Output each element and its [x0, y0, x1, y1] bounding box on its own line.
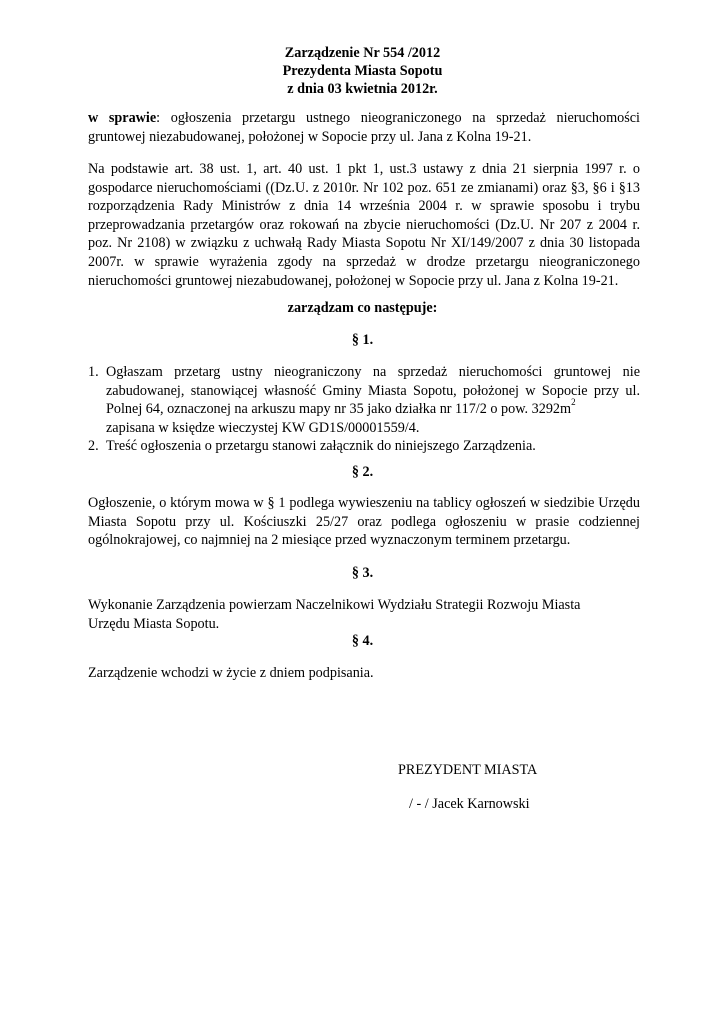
list-item-text: Treść ogłoszenia o przetargu stanowi załącznik do niniejszego Zarządzenia. — [106, 438, 536, 455]
section-3-line-2: Urzędu Miasta Sopotu. — [88, 615, 220, 632]
title-line-2: Prezydenta Miasta Sopotu — [282, 63, 443, 79]
list-item — [88, 437, 640, 456]
subject-text: : ogłoszenia przetargu ustnego nieograniczonego na sprzedaż nieruchomości gruntowej niezabudowanej, położonej w Sopocie przy ul. Jana z Kolna 19-21. — [88, 110, 640, 145]
list-item-number: 2. — [88, 438, 99, 455]
section-3-heading: § 3. — [351, 565, 374, 581]
section-4-heading: § 4. — [351, 633, 374, 649]
legal-basis-paragraph — [88, 160, 640, 290]
superscript: 2 — [571, 397, 576, 408]
subject-label: w sprawie — [88, 110, 157, 126]
list-item-number: 1. — [88, 364, 99, 380]
list-item-text: Ogłaszam przetarg ustny nieograniczony na sprzedaż nieruchomości gruntowej nie zabudowanej, stanowiącej własność Gminy Miasta Sopotu, położonej w Sopocie przy ul. Polnej 64, oznaczonej na arkuszu mapy nr 35 jako działka nr 117/2 o pow. 3292m — [106, 364, 640, 418]
section-1-heading: § 1. — [351, 332, 374, 348]
title-line-1: Zarządzenie Nr 554 /2012 — [284, 45, 441, 61]
section-4-text: Zarządzenie wchodzi w życie z dniem podpisania. — [88, 665, 374, 681]
section-3-paragraph — [88, 596, 640, 633]
section-2-text: Ogłoszenie, o którym mowa w § 1 podlega wywieszeniu na tablicy ogłoszeń w siedzibie Urzędu Miasta Sopotu przy ul. Kościuszki 25/27 oraz podlega ogłoszeniu w prasie codziennej ogólnokrajowej, co najmniej na 2 miesiące przed wyznaczonym terminem przetargu. — [88, 495, 640, 549]
title-line-3: z dnia 03 kwietnia 2012r. — [287, 81, 438, 97]
section-3-line-1: Wykonanie Zarządzenia powierzam Naczelnikowi Wydziału Strategii Rozwoju Miasta — [88, 597, 581, 613]
decree-heading: zarządzam co następuje: — [287, 300, 438, 316]
signature-name: / - / Jacek Karnowski — [409, 796, 530, 812]
legal-basis-text: Na podstawie art. 38 ust. 1, art. 40 ust. 1 pkt 1, ust.3 ustawy z dnia 21 sierpnia 1997 r. o gospodarce nieruchomościami ((Dz.U. z 2010r. Nr 102 poz. 651 ze zmianami) oraz §3, §6 i §13 rozporządzenia Rady Ministrów z dnia 14 września 2004 r. w sprawie sposobu i trybu przeprowadzania przetargów oraz rokowań na zbycie nieruchomości (Dz.U. Nr 207 z 2004 r. poz. Nr 2108) w związku z uchwałą Rady Miasta Sopotu Nr XI/149/2007 z dnia 30 listopada 2007r. w sprawie wyrażenia zgody na sprzedaż w drodze przetargu nieograniczonego nieruchomości gruntowej niezabudowanej, położonej w Sopocie przy ul. Jana z Kolna 19-21. — [88, 161, 640, 289]
subject-paragraph — [88, 109, 640, 146]
section-4-paragraph — [88, 664, 640, 683]
signature-title: PREZYDENT MIASTA — [398, 762, 538, 778]
list-item — [88, 363, 640, 437]
section-1-list — [88, 363, 640, 456]
list-item-text-tail: zapisana w księdze wieczystej KW GD1S/00001559/4. — [106, 419, 420, 436]
section-2-heading: § 2. — [351, 464, 374, 480]
section-2-paragraph — [88, 494, 640, 550]
document-title — [0, 44, 725, 98]
